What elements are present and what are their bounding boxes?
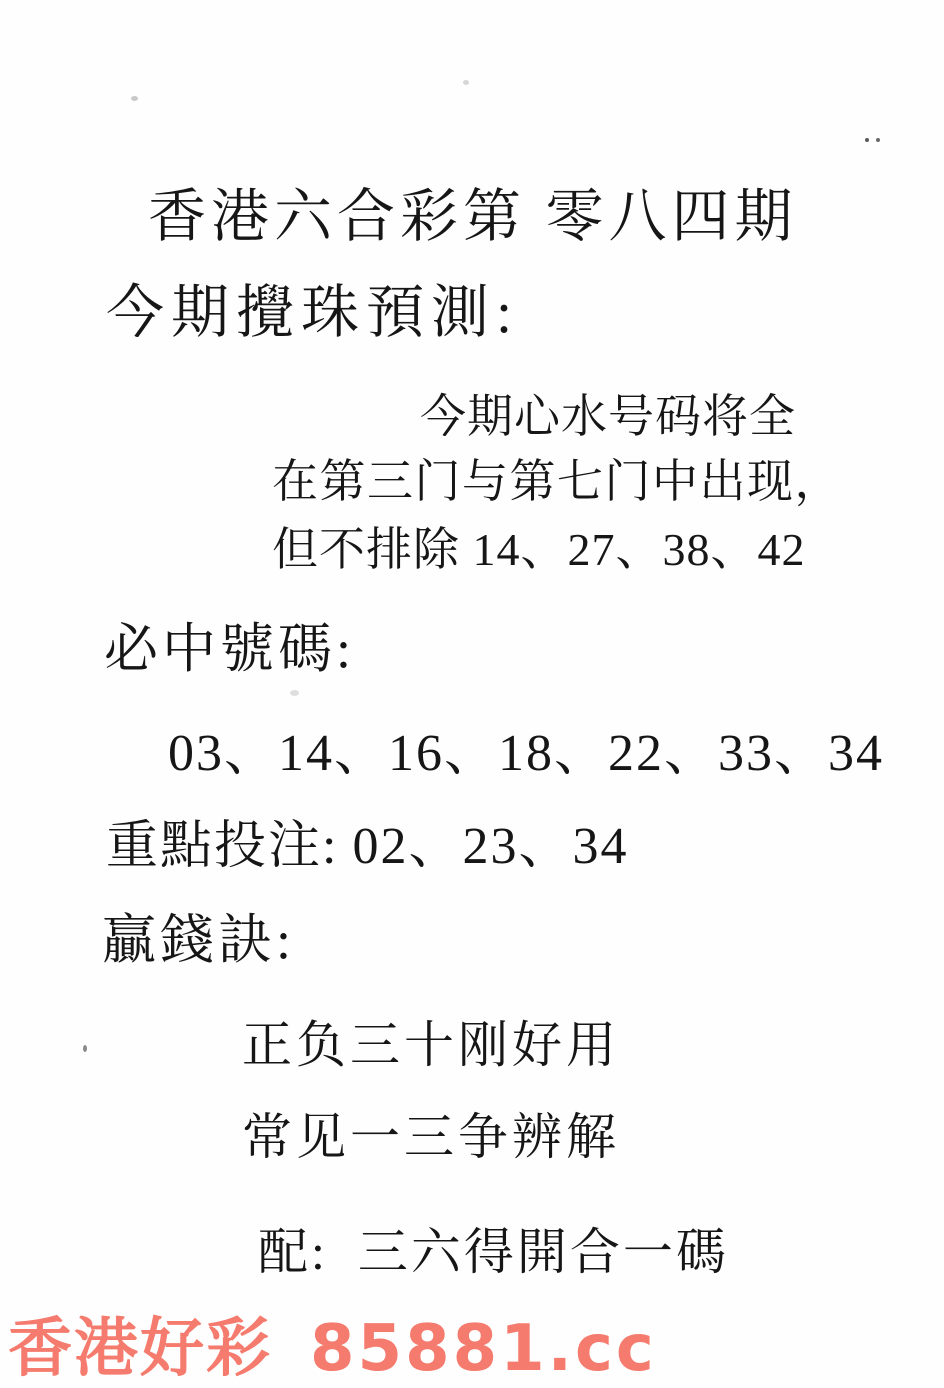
- key-bet-numbers: 02、23、34: [352, 818, 629, 875]
- must-hit-numbers-value: 03、14、16、18、22、33、34: [168, 725, 885, 782]
- key-bet-label: 重點投注:: [106, 818, 339, 875]
- footer-site-url: 85881.cc: [310, 1312, 657, 1386]
- scan-speck: [83, 1045, 87, 1052]
- footer-brand: 香港好彩: [8, 1312, 272, 1386]
- match-label: 配:: [258, 1224, 328, 1280]
- winning-tip-heading: 贏錢訣:: [102, 910, 296, 970]
- scan-speck: [865, 138, 869, 142]
- match-line: [258, 1225, 729, 1279]
- winning-tip-line-1: 正负三十刚好用: [242, 1017, 620, 1073]
- scan-speck: [131, 96, 138, 101]
- page-title: 香港六合彩第 零八四期: [148, 184, 798, 249]
- footer-watermark: [8, 1297, 657, 1388]
- scan-speck: [290, 690, 299, 696]
- key-bet-line: [106, 819, 628, 875]
- scan-speck: [876, 138, 880, 142]
- prediction-line-1: 今期心水号码将全: [420, 391, 796, 442]
- winning-tip-line-2: 常见一三争辨解: [242, 1109, 620, 1165]
- prediction-line-3: 但不排除 14、27、38、42: [272, 524, 806, 575]
- scan-speck: [463, 80, 469, 85]
- must-hit-numbers-heading: 必中號碼:: [104, 619, 356, 679]
- draw-prediction-heading: 今期攪珠預測:: [106, 280, 520, 345]
- prediction-line-2: 在第三门与第七门中出现，: [272, 456, 842, 507]
- match-text: 三六得開合一碼: [357, 1224, 729, 1280]
